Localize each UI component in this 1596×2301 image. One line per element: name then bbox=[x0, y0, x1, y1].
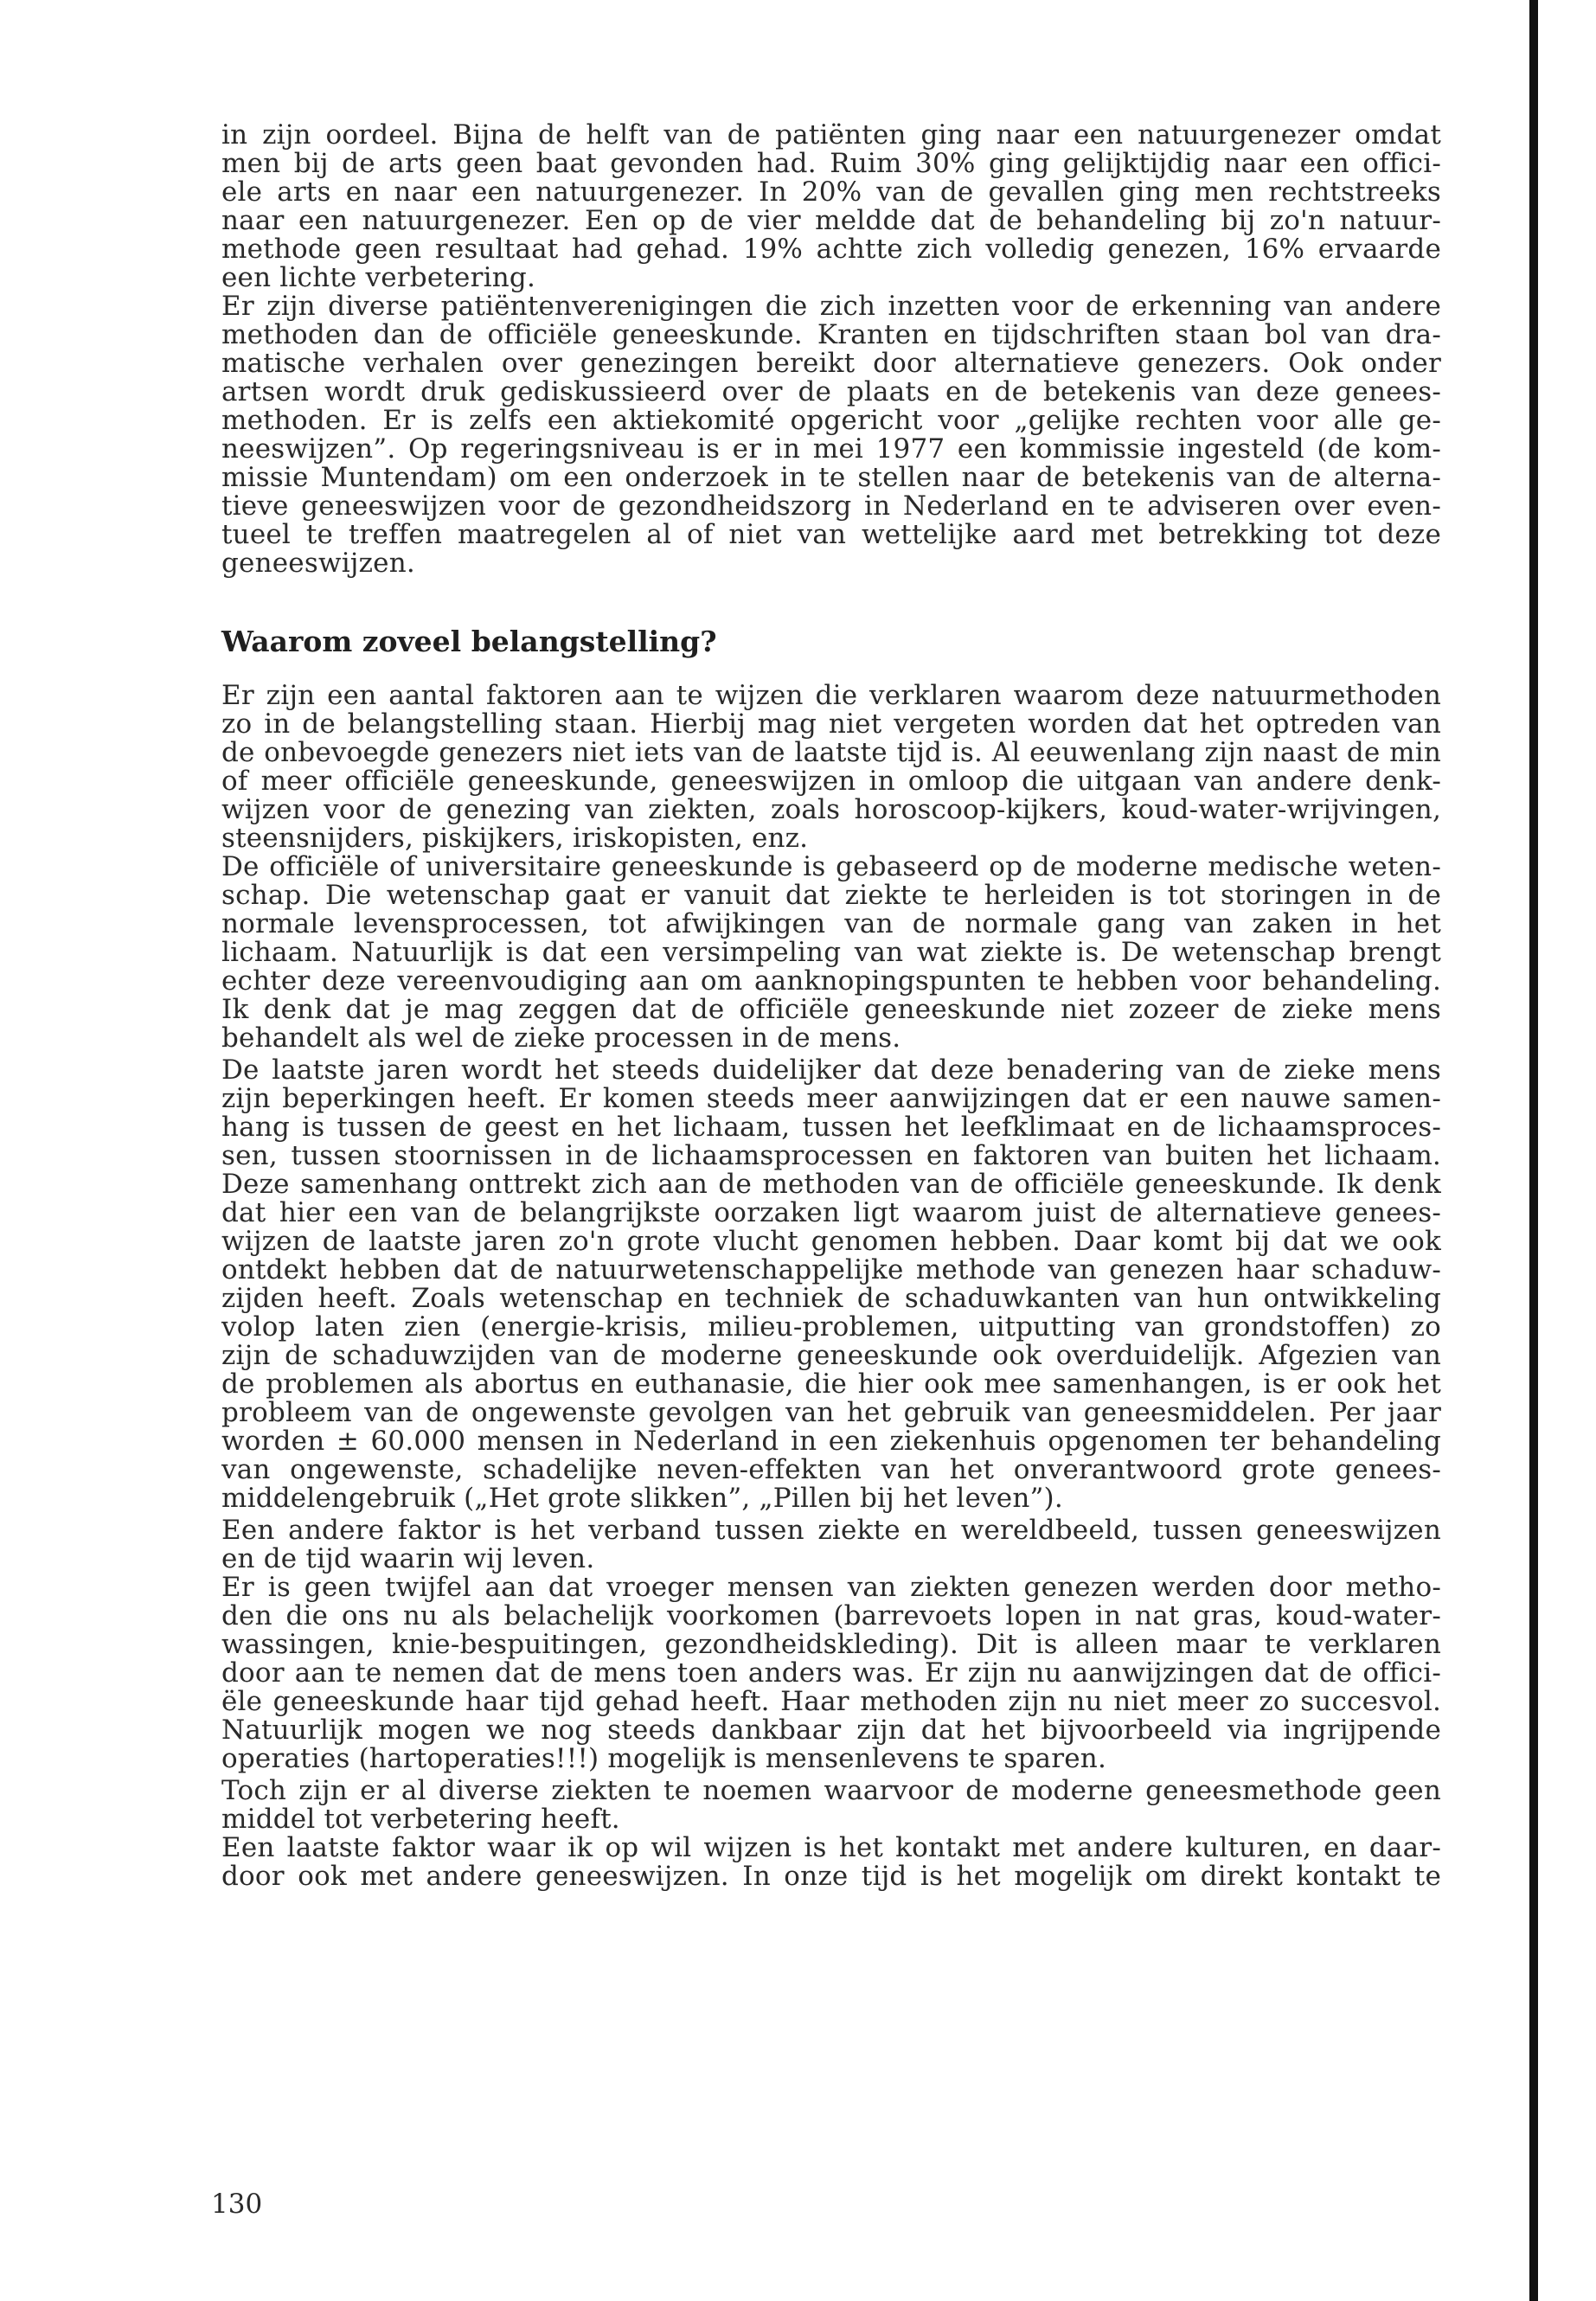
paragraph-patient-associations bbox=[221, 292, 1441, 578]
text-line: hang is tussen de geest en het lichaam, tussen het leefklimaat en de lichaamsproces- bbox=[221, 1112, 1441, 1143]
text-line: missie Muntendam) om een onderzoek in te stellen naar de betekenis van de alterna- bbox=[221, 462, 1441, 493]
text-line: Er is geen twijfel aan dat vroeger mensen van ziekten genezen werden door metho- bbox=[221, 1572, 1441, 1603]
text-line: men bij de arts geen baat gevonden had. Ruim 30% ging gelijktijdig naar een offici- bbox=[221, 148, 1441, 179]
text-line: Er zijn diverse patiëntenverenigingen die zich inzetten voor de erkenning van andere bbox=[221, 291, 1441, 322]
text-line: en de tijd waarin wij leven. bbox=[221, 1543, 595, 1574]
text-line: normale levensprocessen, tot afwijkingen van de normale gang van zaken in het bbox=[221, 908, 1441, 939]
text-line: zijden heeft. Zoals wetenschap en techniek de schaduwkanten van hun ontwikkeling bbox=[221, 1283, 1441, 1314]
text-line: geneeswijzen. bbox=[221, 548, 415, 579]
text-line: Een laatste faktor waar ik op wil wijzen is het kontakt met andere kulturen, en daar- bbox=[221, 1832, 1441, 1863]
document-page bbox=[221, 121, 1441, 1891]
text-line: tueel te treffen maatregelen al of niet van wettelijke aard met betrekking tot deze bbox=[221, 519, 1441, 550]
text-line: methoden. Er is zelfs een aktiekomité opgericht voor „gelijke rechten voor alle ge- bbox=[221, 405, 1441, 436]
text-line: Toch zijn er al diverse ziekten te noemen waarvoor de moderne geneesmethode geen bbox=[221, 1775, 1441, 1806]
text-line: lichaam. Natuurlijk is dat een versimpeling van wat ziekte is. De wetenschap brengt bbox=[221, 937, 1441, 968]
text-line: tieve geneeswijzen voor de gezondheidszorg in Nederland en te adviseren over even- bbox=[221, 490, 1441, 522]
text-line: een lichte verbetering. bbox=[221, 262, 535, 293]
page-number: 130 bbox=[211, 2189, 263, 2220]
text-line: De officiële of universitaire geneeskunde is gebaseerd op de moderne medische weten- bbox=[221, 851, 1441, 882]
text-line: Natuurlijk mogen we nog steeds dankbaar zijn dat het bijvoorbeeld via ingrijpende bbox=[221, 1715, 1441, 1746]
text-line: probleem van de ongewenste gevolgen van het gebruik van geneesmiddelen. Per jaar bbox=[221, 1397, 1441, 1428]
text-line: echter deze vereenvoudiging aan om aanknopingspunten te hebben voor behandeling. bbox=[221, 965, 1441, 997]
text-line: of meer officiële geneeskunde, geneeswijzen in omloop die uitgaan van andere denk- bbox=[221, 766, 1441, 797]
paragraph-limitations bbox=[221, 1056, 1441, 1513]
text-line: artsen wordt druk gediskussieerd over de plaats en de betekenis van deze genees- bbox=[221, 376, 1441, 407]
text-line: Er zijn een aantal faktoren aan te wijzen die verklaren waarom deze natuurmethoden bbox=[221, 680, 1441, 711]
paragraph-factors bbox=[221, 682, 1441, 853]
text-line: naar een natuurgenezer. Een op de vier meldde dat de behandeling bij zo'n natuur- bbox=[221, 205, 1441, 236]
text-line: steensnijders, piskijkers, iriskopisten, enz. bbox=[221, 823, 809, 854]
paragraph-study-results bbox=[221, 121, 1441, 292]
text-line: de problemen als abortus en euthanasie, die hier ook mee samenhangen, is er ook het bbox=[221, 1368, 1441, 1400]
text-line: ontdekt hebben dat de natuurwetenschappelijke methode van genezen haar schaduw- bbox=[221, 1254, 1441, 1285]
text-line: zijn beperkingen heeft. Er komen steeds meer aanwijzingen dat er een nauwe samen- bbox=[221, 1083, 1441, 1114]
text-line: de onbevoegde genezers niet iets van de laatste tijd is. Al eeuwenlang zijn naast de min bbox=[221, 737, 1441, 768]
text-line: operaties (hartoperaties!!!) mogelijk is mensenlevens te sparen. bbox=[221, 1743, 1107, 1774]
text-line: De laatste jaren wordt het steeds duidelijker dat deze benadering van de zieke mens bbox=[221, 1054, 1441, 1086]
paragraph-past-methods bbox=[221, 1574, 1441, 1773]
text-line: Deze samenhang onttrekt zich aan de methoden van de officiële geneeskunde. Ik denk bbox=[221, 1169, 1441, 1200]
text-line: middel tot verbetering heeft. bbox=[221, 1804, 620, 1835]
paragraph-no-cure bbox=[221, 1777, 1441, 1834]
text-line: wassingen, knie-bespuitingen, gezondheidskleding). Dit is alleen maar te verklaren bbox=[221, 1629, 1441, 1660]
text-line: worden ± 60.000 mensen in Nederland in een ziekenhuis opgenomen ter behandeling bbox=[221, 1426, 1441, 1457]
scan-edge-bar bbox=[1529, 0, 1538, 2301]
paragraph-worldview bbox=[221, 1516, 1441, 1574]
text-line: zo in de belangstelling staan. Hierbij mag niet vergeten worden dat het optreden van bbox=[221, 708, 1441, 740]
text-line: behandelt als wel de zieke processen in de mens. bbox=[221, 1022, 901, 1054]
text-line: wijzen voor de genezing van ziekten, zoals horoscoop-kijkers, koud-water-wrijvingen, bbox=[221, 794, 1441, 825]
text-line: in zijn oordeel. Bijna de helft van de patiënten ging naar een natuurgenezer omdat bbox=[221, 119, 1441, 151]
text-line: methode geen resultaat had gehad. 19% achtte zich volledig genezen, 16% ervaarde bbox=[221, 234, 1441, 265]
text-line: middelengebruik („Het grote slikken”, „Pillen bij het leven”). bbox=[221, 1483, 1063, 1514]
text-line: zijn de schaduwzijden van de moderne geneeskunde ook overduidelijk. Afgezien van bbox=[221, 1340, 1441, 1371]
text-line: neeswijzen”. Op regeringsniveau is er in mei 1977 een kommissie ingesteld (de kom- bbox=[221, 433, 1441, 465]
paragraph-other-cultures bbox=[221, 1834, 1441, 1891]
text-line: sen, tussen stoornissen in de lichaamsprocessen en faktoren van buiten het lichaam. bbox=[221, 1140, 1441, 1171]
text-line: ële geneeskunde haar tijd gehad heeft. Haar methoden zijn nu niet meer zo succesvol. bbox=[221, 1686, 1441, 1717]
text-line: Een andere faktor is het verband tussen ziekte en wereldbeeld, tussen geneeswijzen bbox=[221, 1515, 1441, 1546]
text-line: schap. Die wetenschap gaat er vanuit dat ziekte te herleiden is tot storingen in de bbox=[221, 880, 1441, 911]
text-line: volop laten zien (energie-krisis, milieu-problemen, uitputting van grondstoffen) zo bbox=[221, 1311, 1441, 1343]
text-line: door ook met andere geneeswijzen. In onze tijd is het mogelijk om direkt kontakt te bbox=[221, 1861, 1441, 1892]
text-line: ele arts en naar een natuurgenezer. In 20% van de gevallen ging men rechtstreeks bbox=[221, 176, 1441, 208]
text-line: Ik denk dat je mag zeggen dat de officiële geneeskunde niet zozeer de zieke mens bbox=[221, 994, 1441, 1025]
text-line: den die ons nu als belachelijk voorkomen (barrevoets lopen in nat gras, koud-water- bbox=[221, 1600, 1441, 1631]
text-line: wijzen de laatste jaren zo'n grote vlucht genomen hebben. Daar komt bij dat we ook bbox=[221, 1226, 1441, 1257]
text-line: methoden dan de officiële geneeskunde. Kranten en tijdschriften staan bol van dra- bbox=[221, 319, 1441, 350]
text-line: dat hier een van de belangrijkste oorzaken ligt waarom juist de alternatieve genees- bbox=[221, 1197, 1441, 1228]
text-line: van ongewenste, schadelijke neven-effekten van het onverantwoord grote genees- bbox=[221, 1454, 1441, 1485]
text-line: door aan te nemen dat de mens toen anders was. Er zijn nu aanwijzingen dat de offici- bbox=[221, 1657, 1441, 1689]
paragraph-official-medicine bbox=[221, 853, 1441, 1053]
text-line: matische verhalen over genezingen bereikt door alternatieve genezers. Ook onder bbox=[221, 348, 1441, 379]
section-heading: Waarom zoveel belangstelling? bbox=[221, 625, 717, 658]
